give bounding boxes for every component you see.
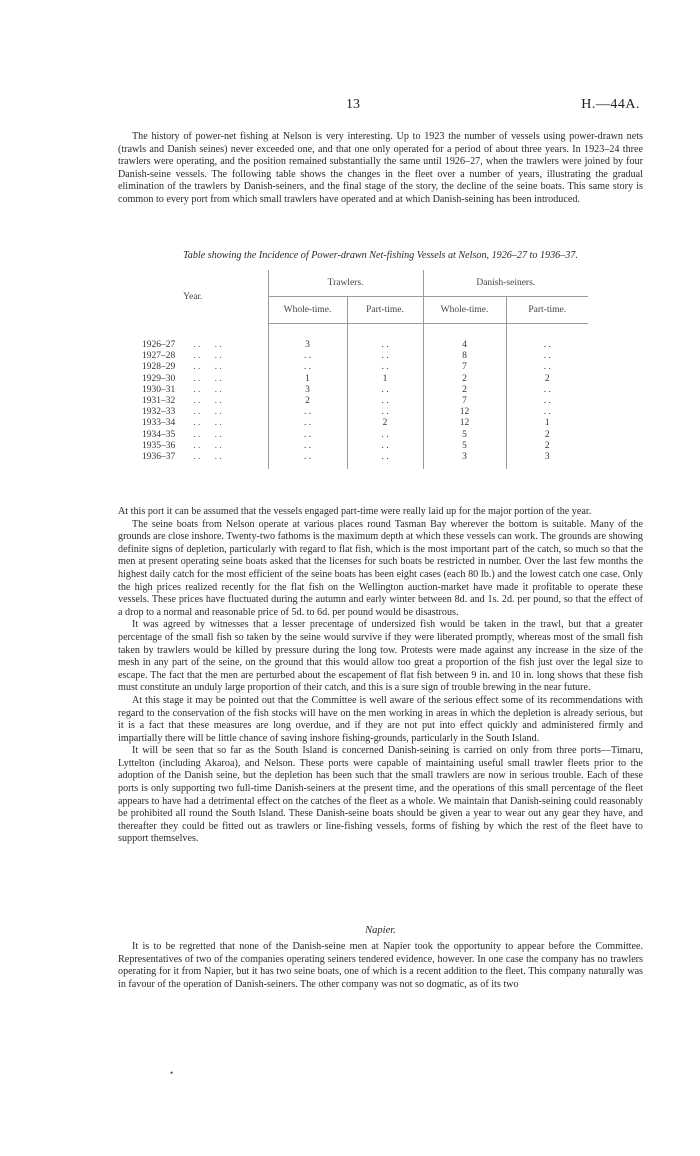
leader-dots: . . . .: [193, 407, 222, 418]
seiners-whole-time-cell: 5: [423, 441, 506, 452]
year-cell: [118, 324, 268, 352]
trawlers-part-time-cell: . .: [347, 351, 423, 362]
leader-dots: . . . .: [193, 396, 222, 407]
table-row: [118, 385, 588, 396]
table-row: [118, 396, 588, 407]
seiners-whole-time-cell: 2: [423, 374, 506, 385]
seiners-part-time-cell: 1: [506, 418, 588, 429]
trawlers-whole-time-cell: 3: [268, 385, 347, 396]
body-paragraph: At this port it can be assumed that the vessels engaged part-time were really laid up for the major portion of the year.: [118, 506, 592, 517]
table-row: [118, 441, 588, 452]
trawlers-part-time-cell: 1: [347, 374, 423, 385]
trawlers-whole-time-header: Whole-time.: [268, 297, 347, 324]
year-cell: [118, 407, 268, 418]
year-label: 1931–32: [142, 396, 176, 407]
year-label: 1933–34: [142, 418, 176, 429]
leader-dots: . . . .: [193, 362, 222, 373]
napier-paragraph: It is to be regretted that none of the Danish-seine men at Napier took the opportunity to appear before the Committee. Representatives of two of the companies operating seiners tendered evidence, however. In one case the company has no trawlers operating for it from Napier, but it has two seine boats, one of which is a recent addition to the fleet. This company naturally was in favour of the operation of Danish-seiners. The other company was not so dogmatic, as of its two: [118, 941, 643, 990]
trawlers-whole-time-cell: 2: [268, 396, 347, 407]
trawlers-part-time-cell: . .: [347, 430, 423, 441]
trawlers-part-time-cell: . .: [347, 396, 423, 407]
trawlers-whole-time-cell: . .: [268, 452, 347, 463]
spacer-cell: [423, 463, 506, 469]
leader-dots: . . . .: [193, 384, 222, 395]
body-section: [118, 506, 643, 846]
seiners-part-time-cell: . .: [506, 351, 588, 362]
table-row: [118, 430, 588, 441]
seiners-part-time-cell: 3: [506, 452, 588, 463]
year-label: 1930–31: [142, 384, 176, 395]
trawlers-part-time-cell: . .: [347, 407, 423, 418]
trawlers-part-time-header: Part-time.: [347, 297, 423, 324]
trawlers-whole-time-cell: . .: [268, 407, 347, 418]
body-paragraph: The seine boats from Nelson operate at various places round Tasman Bay wherever the bottom is suitable. Many of the grounds are close inshore. Twenty-two fathoms is the maximum depth at which these vessels can work. The grounds are showing definite signs of depletion, particularly with regard to flat fish, which is the most important part of the catch, so much so that the men at present operating seine boats asked that the licenses for such boats be restricted in number. Over the last few months the highest daily catch for the most efficient of the seine boats has been eight cases (each 80 lb.) and the lowest catch one case. Only the high prices realized recently for the flat fish on the Wellington auction-market have made it profitable to operate these vessels. These prices have fluctuated during the autumn and early winter between 8d. and 1s. 2d. per pound, so that the effect of a drop to a normal and reasonable price of 5d. to 6d. per pound would be disastrous.: [118, 518, 643, 618]
napier-heading: Napier.: [365, 925, 396, 936]
table-row: [118, 452, 588, 463]
year-label: 1935–36: [142, 440, 176, 451]
trawlers-header: Trawlers.: [268, 270, 423, 297]
table-row: [118, 324, 588, 352]
trawlers-whole-time-cell: . .: [268, 430, 347, 441]
spacer-cell: [118, 463, 268, 469]
trawlers-part-time-cell: 2: [347, 418, 423, 429]
body-paragraph: It will be seen that so far as the South Island is concerned Danish-seining is carried on only from three ports—Timaru, Lyttelton (including Akaroa), and Nelson. These ports were capable of maintaining useful small trawler fleets prior to the adoption of the Danish seine, but the depletion has been such that the small trawlers are now in serious trouble. Each of these ports is only supporting two full-time Danish-seiners at the present time, and the operations of this small percentage of the fleet appears to have had a detrimental effect on the catches of the fleet as a whole. We maintain that Danish-seining could reasonably be prohibited all round the South Island. These Danish-seine boats should be given a year to wear out any gear they have, and thereafter they could be fitted out as trawlers or line-fishing vessels, forms of fishing by which the rest of the fleet have to support themselves.: [118, 745, 643, 845]
napier-section: [118, 941, 643, 991]
leader-dots: . . . .: [193, 339, 222, 350]
seiners-whole-time-header: Whole-time.: [423, 297, 506, 324]
body-paragraph: At this stage it may be pointed out that the Committee is well aware of the serious effect some of its recommendations with regard to the conservation of the fish stocks will have on the men working in areas in which the depletion is already serious, but it is a fact that these measures are long overdue, and if they are not put into effect quickly and administered firmly and impartially there will be little chance of saving inshore fishing-grounds, particularly in the South Island.: [118, 694, 643, 744]
body-paragraph: It was agreed by witnesses that a lesser precentage of undersized fish would be taken in the trawl, but that a greater percentage of the small fish so taken by the seine would survive if they were liberated promptly, whereas most of the small fish taken by trawlers would be killed by pressure during the long tow. Protests were made against any increase in the size of the mesh in any part of the seine, on the ground that this would allow too great a proportion of the fish just over the legal size to escape. The fact that the men are perturbed about the escapement of flat fish between 9 in. and 10 in. long shows that these fish must constitute an unduly large proportion of their catch, and this is a sure sign of trouble brewing in the near future.: [118, 619, 643, 694]
year-cell: [118, 418, 268, 429]
table-bottom-spacer: [118, 463, 588, 469]
table-row: [118, 418, 588, 429]
leader-dots: . . . .: [193, 429, 222, 440]
seiners-part-time-cell: 2: [506, 430, 588, 441]
trawlers-part-time-cell: . .: [347, 324, 423, 352]
trawlers-part-time-cell: . .: [347, 362, 423, 373]
trawlers-part-time-cell: . .: [347, 441, 423, 452]
spacer-cell: [347, 463, 423, 469]
seiners-part-time-cell: 2: [506, 441, 588, 452]
seiners-whole-time-cell: 2: [423, 385, 506, 396]
intro-paragraph: The history of power-net fishing at Nelson is very interesting. Up to 1923 the number of vessels using power-drawn nets (trawls and Danish seines) never exceeded one, and that one only operated for a period of about three years. In 1923–24 three trawlers were operating, and the position remained substantially the same until 1926–27, when the trawlers were joined by four Danish-seine vessels. The following table shows the changes in the fleet over a number of years, illustrating the gradual elimination of the trawlers by Danish-seiners, and the final stage of the story, the decline of the seine boats. This same story is common to every port from which small trawlers have operated and at which Danish-seining has been introduced.: [118, 131, 643, 205]
seiners-whole-time-cell: 8: [423, 351, 506, 362]
trawlers-whole-time-cell: . .: [268, 351, 347, 362]
trawlers-whole-time-cell: 1: [268, 374, 347, 385]
trawlers-whole-time-cell: . .: [268, 441, 347, 452]
trawlers-part-time-cell: . .: [347, 452, 423, 463]
leader-dots: . . . .: [193, 418, 222, 429]
stray-mark: •: [170, 1068, 174, 1078]
year-label: 1936–37: [142, 452, 176, 463]
seiners-whole-time-cell: 12: [423, 418, 506, 429]
year-label: 1929–30: [142, 373, 176, 384]
leader-dots: . . . .: [193, 373, 222, 384]
leader-dots: . . . .: [193, 452, 222, 463]
trawlers-part-time-cell: . .: [347, 385, 423, 396]
year-label: 1928–29: [142, 362, 176, 373]
seiners-whole-time-cell: 7: [423, 362, 506, 373]
table-row: [118, 374, 588, 385]
year-cell: [118, 430, 268, 441]
seiners-part-time-cell: . .: [506, 324, 588, 352]
year-cell: [118, 396, 268, 407]
year-header: Year.: [183, 291, 203, 302]
year-label: 1927–28: [142, 351, 176, 362]
seiners-whole-time-cell: 4: [423, 324, 506, 352]
seiners-whole-time-cell: 12: [423, 407, 506, 418]
year-label: 1932–33: [142, 407, 176, 418]
year-cell: [118, 385, 268, 396]
document-reference: H.—44A.: [581, 97, 640, 112]
year-cell: [118, 351, 268, 362]
page-header: [0, 97, 700, 119]
seiners-whole-time-cell: 5: [423, 430, 506, 441]
seiners-part-time-cell: . .: [506, 396, 588, 407]
seiners-part-time-header: Part-time.: [506, 297, 588, 324]
seiners-whole-time-cell: 3: [423, 452, 506, 463]
table-row: [118, 351, 588, 362]
year-cell: [118, 362, 268, 373]
seiners-part-time-cell: . .: [506, 385, 588, 396]
year-cell: [118, 452, 268, 463]
spacer-cell: [506, 463, 588, 469]
intro-section: [118, 131, 643, 207]
year-label: 1934–35: [142, 429, 176, 440]
danish-seiners-header: Danish-seiners.: [423, 270, 588, 297]
year-label: 1926–27: [142, 339, 176, 350]
year-cell: [118, 374, 268, 385]
fleet-table: [118, 270, 588, 469]
leader-dots: . . . .: [193, 440, 222, 451]
year-cell: [118, 441, 268, 452]
seiners-part-time-cell: 2: [506, 374, 588, 385]
table-row: [118, 407, 588, 418]
seiners-part-time-cell: . .: [506, 407, 588, 418]
fleet-table-body: [118, 324, 588, 470]
table-row: [118, 362, 588, 373]
trawlers-whole-time-cell: . .: [268, 418, 347, 429]
seiners-part-time-cell: . .: [506, 362, 588, 373]
page-number: 13: [346, 97, 360, 112]
trawlers-whole-time-cell: . .: [268, 362, 347, 373]
table-title: Table showing the Incidence of Power-drawn Net-fishing Vessels at Nelson, 1926–27 to 1936–37.: [183, 250, 578, 261]
spacer-cell: [268, 463, 347, 469]
seiners-whole-time-cell: 7: [423, 396, 506, 407]
trawlers-whole-time-cell: 3: [268, 324, 347, 352]
leader-dots: . . . .: [193, 351, 222, 362]
